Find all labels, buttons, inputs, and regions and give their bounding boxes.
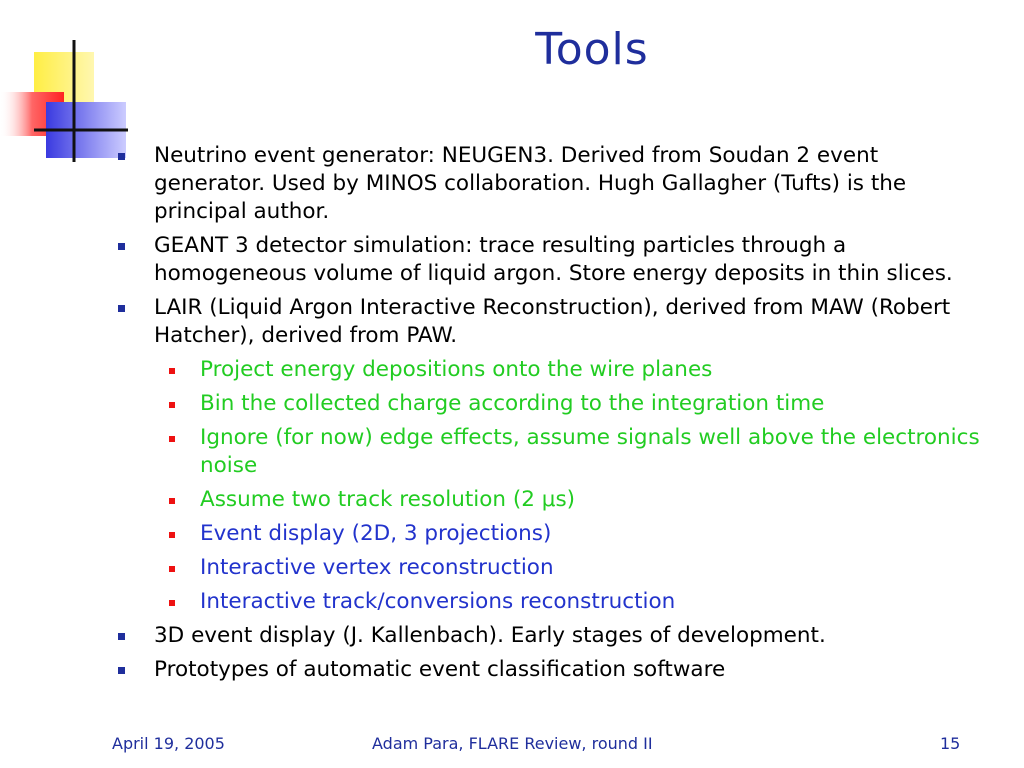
page-number: 15 <box>940 734 961 753</box>
bullet-text: LAIR (Liquid Argon Interactive Reconstruction), derived from MAW (Robert Hatcher), derived from PAW. <box>154 295 951 348</box>
sub-bullet-item <box>118 356 988 384</box>
slide-title: Tools <box>535 24 649 75</box>
sub-bullet-text: Interactive track/conversions reconstruction <box>200 589 676 614</box>
square-bullet-icon <box>118 633 125 640</box>
square-bullet-icon <box>169 402 175 408</box>
square-bullet-icon <box>169 368 175 374</box>
square-bullet-icon <box>169 566 175 572</box>
bullet-item <box>118 294 988 350</box>
square-bullet-icon <box>118 243 125 250</box>
sub-bullet-text: Assume two track resolution (2 μs) <box>200 487 576 512</box>
bullet-item <box>118 622 988 650</box>
square-bullet-icon <box>169 498 175 504</box>
bullet-item <box>118 232 988 288</box>
sub-bullet-item <box>118 588 988 616</box>
sub-bullet-item <box>118 390 988 418</box>
bullet-list <box>118 142 988 690</box>
bullet-text: Prototypes of automatic event classification software <box>154 657 726 682</box>
square-bullet-icon <box>169 600 175 606</box>
bullet-text: Neutrino event generator: NEUGEN3. Derived from Soudan 2 event generator. Used by MINOS collaboration. Hugh Gallagher (Tufts) is the principal author. <box>154 143 907 224</box>
square-bullet-icon <box>169 436 175 442</box>
sub-bullet-item <box>118 520 988 548</box>
bullet-text: GEANT 3 detector simulation: trace resulting particles through a homogeneous volume of liquid argon. Store energy deposits in thin slices. <box>154 233 953 286</box>
sub-bullet-text: Project energy depositions onto the wire planes <box>200 357 713 382</box>
sub-bullet-text: Bin the collected charge according to the integration time <box>200 391 825 416</box>
sub-bullet-item <box>118 554 988 582</box>
sub-bullet-text: Interactive vertex reconstruction <box>200 555 554 580</box>
footer-date: April 19, 2005 <box>112 734 225 753</box>
footer-author: Adam Para, FLARE Review, round II <box>372 734 653 753</box>
bullet-item <box>118 656 988 684</box>
sub-bullet-item <box>118 486 988 514</box>
square-bullet-icon <box>118 153 125 160</box>
square-bullet-icon <box>169 532 175 538</box>
sub-bullet-text: Ignore (for now) edge effects, assume signals well above the electronics noise <box>200 425 980 478</box>
sub-bullet-text: Event display (2D, 3 projections) <box>200 521 552 546</box>
square-bullet-icon <box>118 305 125 312</box>
bullet-item <box>118 142 988 226</box>
square-bullet-icon <box>118 667 125 674</box>
bullet-text: 3D event display (J. Kallenbach). Early stages of development. <box>154 623 826 648</box>
sub-bullet-item <box>118 424 988 480</box>
